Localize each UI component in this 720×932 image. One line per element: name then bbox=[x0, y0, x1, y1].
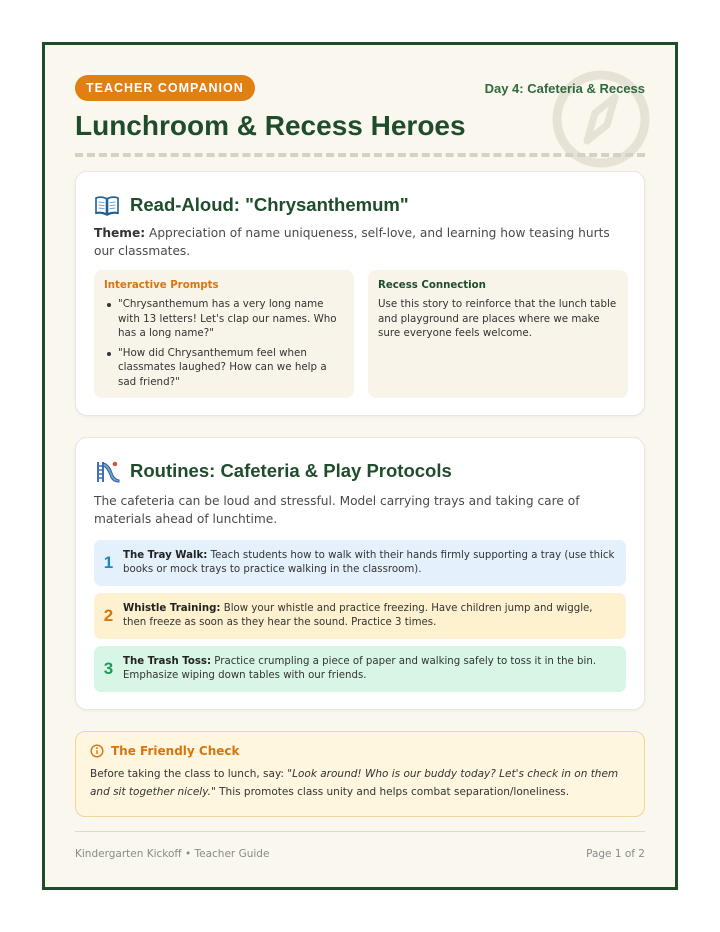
theme-label: Theme: bbox=[94, 226, 146, 240]
step-whistle-training bbox=[94, 593, 626, 639]
page-number: Page 1 of 2 bbox=[586, 848, 645, 860]
step-description: Teach students how to walk with their hands firmly supporting a tray (use thick books or mock trays to practice walking in the classroom). bbox=[123, 549, 615, 575]
step-number: 1 bbox=[103, 553, 114, 572]
interactive-prompts-box bbox=[94, 270, 354, 398]
step-label: Whistle Training: bbox=[123, 602, 221, 614]
prompts-list bbox=[104, 297, 343, 389]
recess-connection-box bbox=[368, 270, 628, 398]
header-divider bbox=[75, 153, 645, 157]
recess-connection-title: Recess Connection bbox=[378, 280, 486, 291]
routines-heading bbox=[94, 458, 452, 484]
footer-guide-label: Kindergarten Kickoff • Teacher Guide bbox=[75, 848, 270, 860]
step-label: The Trash Toss: bbox=[123, 655, 212, 667]
list-item: "How did Chrysanthemum feel when classmates laughed? How can we help a sad friend?" bbox=[104, 346, 343, 390]
step-text bbox=[123, 602, 626, 631]
step-number: 2 bbox=[103, 606, 114, 625]
friendly-check-quote: "Look around! Who is our buddy today? Let's check in on them and sit together nicely." bbox=[90, 768, 619, 798]
friendly-check-callout bbox=[75, 731, 645, 817]
page-header bbox=[75, 75, 645, 142]
step-label: The Tray Walk: bbox=[123, 549, 208, 561]
friendly-check-tail: This promotes class unity and helps combat separation/loneliness. bbox=[215, 786, 570, 798]
list-item: "Chrysanthemum has a very long name with 13 letters! Let's clap our names. Who has a long name?" bbox=[104, 297, 343, 341]
read-aloud-card bbox=[75, 171, 645, 416]
page-title: Lunchroom & Recess Heroes bbox=[75, 110, 466, 141]
info-circle-icon bbox=[90, 744, 104, 758]
step-description: Practice crumpling a piece of paper and walking safely to toss it in the bin. Emphasize wiping down tables with our friends. bbox=[123, 655, 597, 681]
teacher-companion-badge: TEACHER COMPANION bbox=[75, 75, 255, 101]
step-tray-walk bbox=[94, 540, 626, 586]
routines-title: Routines: Cafeteria & Play Protocols bbox=[130, 460, 452, 481]
playground-slide-icon bbox=[94, 458, 120, 484]
open-book-icon bbox=[94, 192, 120, 218]
footer-divider bbox=[75, 831, 645, 832]
friendly-check-text bbox=[90, 765, 630, 801]
routines-intro: The cafeteria can be loud and stressful. Model carrying trays and taking care of materials ahead of lunchtime. bbox=[94, 494, 580, 526]
read-aloud-title: Read-Aloud: "Chrysanthemum" bbox=[130, 194, 409, 215]
interactive-prompts-title: Interactive Prompts bbox=[104, 280, 219, 291]
step-number: 3 bbox=[103, 659, 114, 678]
step-text bbox=[123, 655, 626, 684]
day-label: Day 4: Cafeteria & Recess bbox=[484, 81, 645, 96]
friendly-check-title: The Friendly Check bbox=[111, 744, 240, 758]
routines-card bbox=[75, 437, 645, 710]
friendly-check-heading bbox=[90, 744, 630, 758]
friendly-check-lead: Before taking the class to lunch, say: bbox=[90, 768, 288, 780]
worksheet-page bbox=[42, 42, 678, 890]
step-description: Blow your whistle and practice freezing. Have children jump and wiggle, then freeze as soon as they hear the sound. Practice 3 times. bbox=[123, 602, 593, 628]
theme-text: Appreciation of name uniqueness, self-love, and learning how teasing hurts our classmates. bbox=[94, 226, 610, 258]
step-trash-toss bbox=[94, 646, 626, 692]
step-text bbox=[123, 549, 626, 578]
read-aloud-heading bbox=[94, 192, 409, 218]
recess-connection-text: Use this story to reinforce that the lunch table and playground are places where we make sure everyone feels welcome. bbox=[378, 298, 617, 339]
theme-paragraph bbox=[94, 224, 614, 260]
